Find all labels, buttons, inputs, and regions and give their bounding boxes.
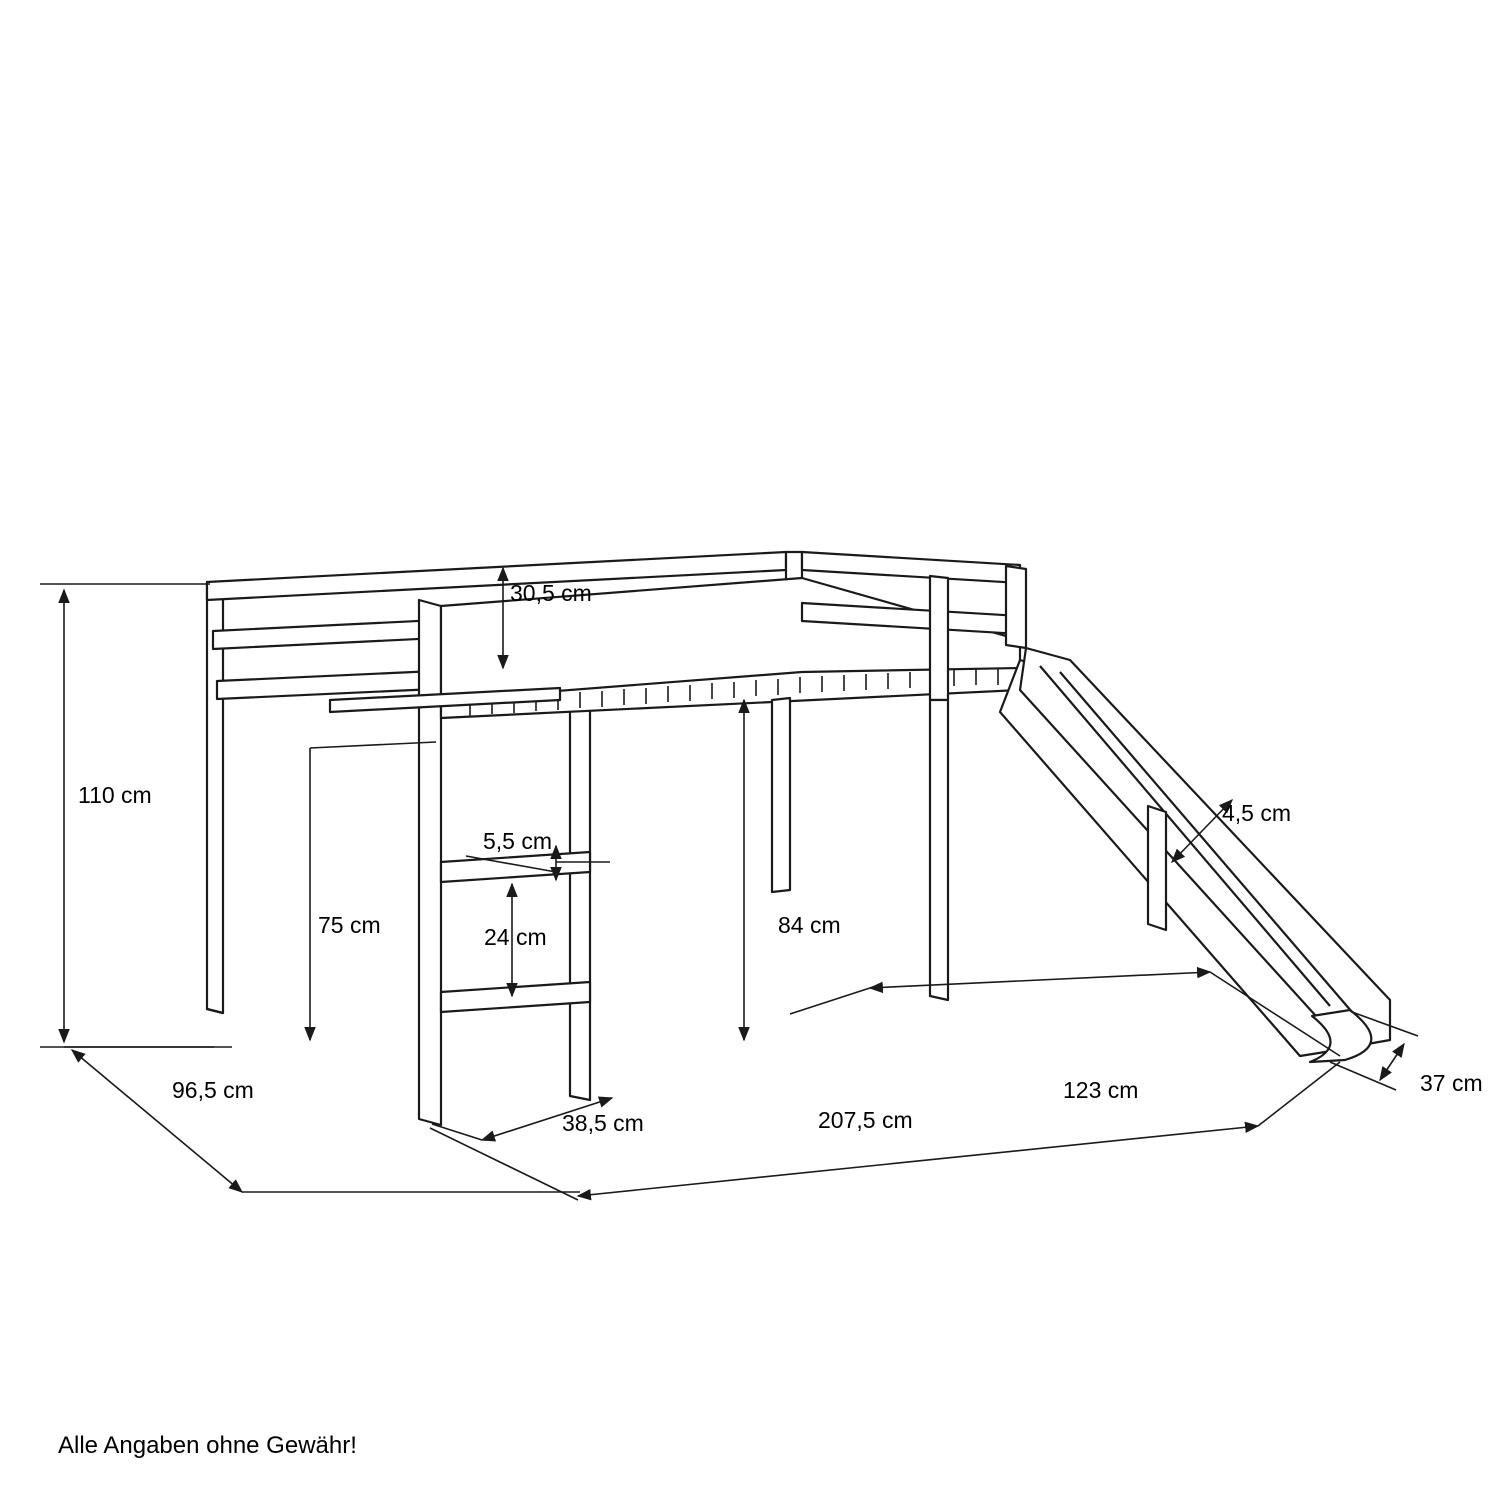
post-right-front [1006,566,1026,648]
dim-label-ladder-width: 38,5 cm [562,1110,644,1136]
ext-37-b [1330,1062,1396,1090]
ladder-step-2 [441,982,590,1012]
dim-label-bed-length: 207,5 cm [818,1107,913,1133]
dim-label-clearance-height: 75 cm [318,912,381,938]
slide-edge-mid [1040,666,1330,1006]
slide-support-post [1148,806,1166,930]
dim-label-slide-run: 123 cm [1063,1077,1139,1103]
leader-123-a [790,986,876,1014]
post-right-rear [930,576,948,700]
leader-75 [310,742,436,748]
dim-label-ladder-step-depth: 5,5 cm [483,828,553,854]
dim-label-slide-thickness: 4,5 cm [1222,800,1292,826]
ext-2075-a [430,1128,578,1200]
dim-label-rail-height: 30,5 cm [510,580,592,606]
slide-edge-inner [1060,672,1352,1012]
dim-label-bed-depth: 96,5 cm [172,1077,254,1103]
post-front-right [772,698,790,892]
guard-rail-top-right [802,552,1020,583]
dim-label-total-height: 110 cm [78,782,152,808]
ext-2075-b [1258,1062,1340,1126]
post-front-left [419,600,441,1125]
dim-label-ladder-step-gap: 24 cm [484,924,547,950]
post-right-leg [930,700,948,1000]
dim-965 [72,1050,242,1192]
dim-label-slide-exit-width: 37 cm [1420,1070,1483,1096]
dim-label-slide-height: 84 cm [778,912,841,938]
ladder-step-1 [441,852,590,882]
bed-structure [207,552,1390,1125]
dim-2075 [578,1126,1258,1196]
disclaimer-note: Alle Angaben ohne Gewähr! [58,1432,357,1459]
dim-37 [1380,1044,1404,1080]
dim-123 [870,972,1210,988]
